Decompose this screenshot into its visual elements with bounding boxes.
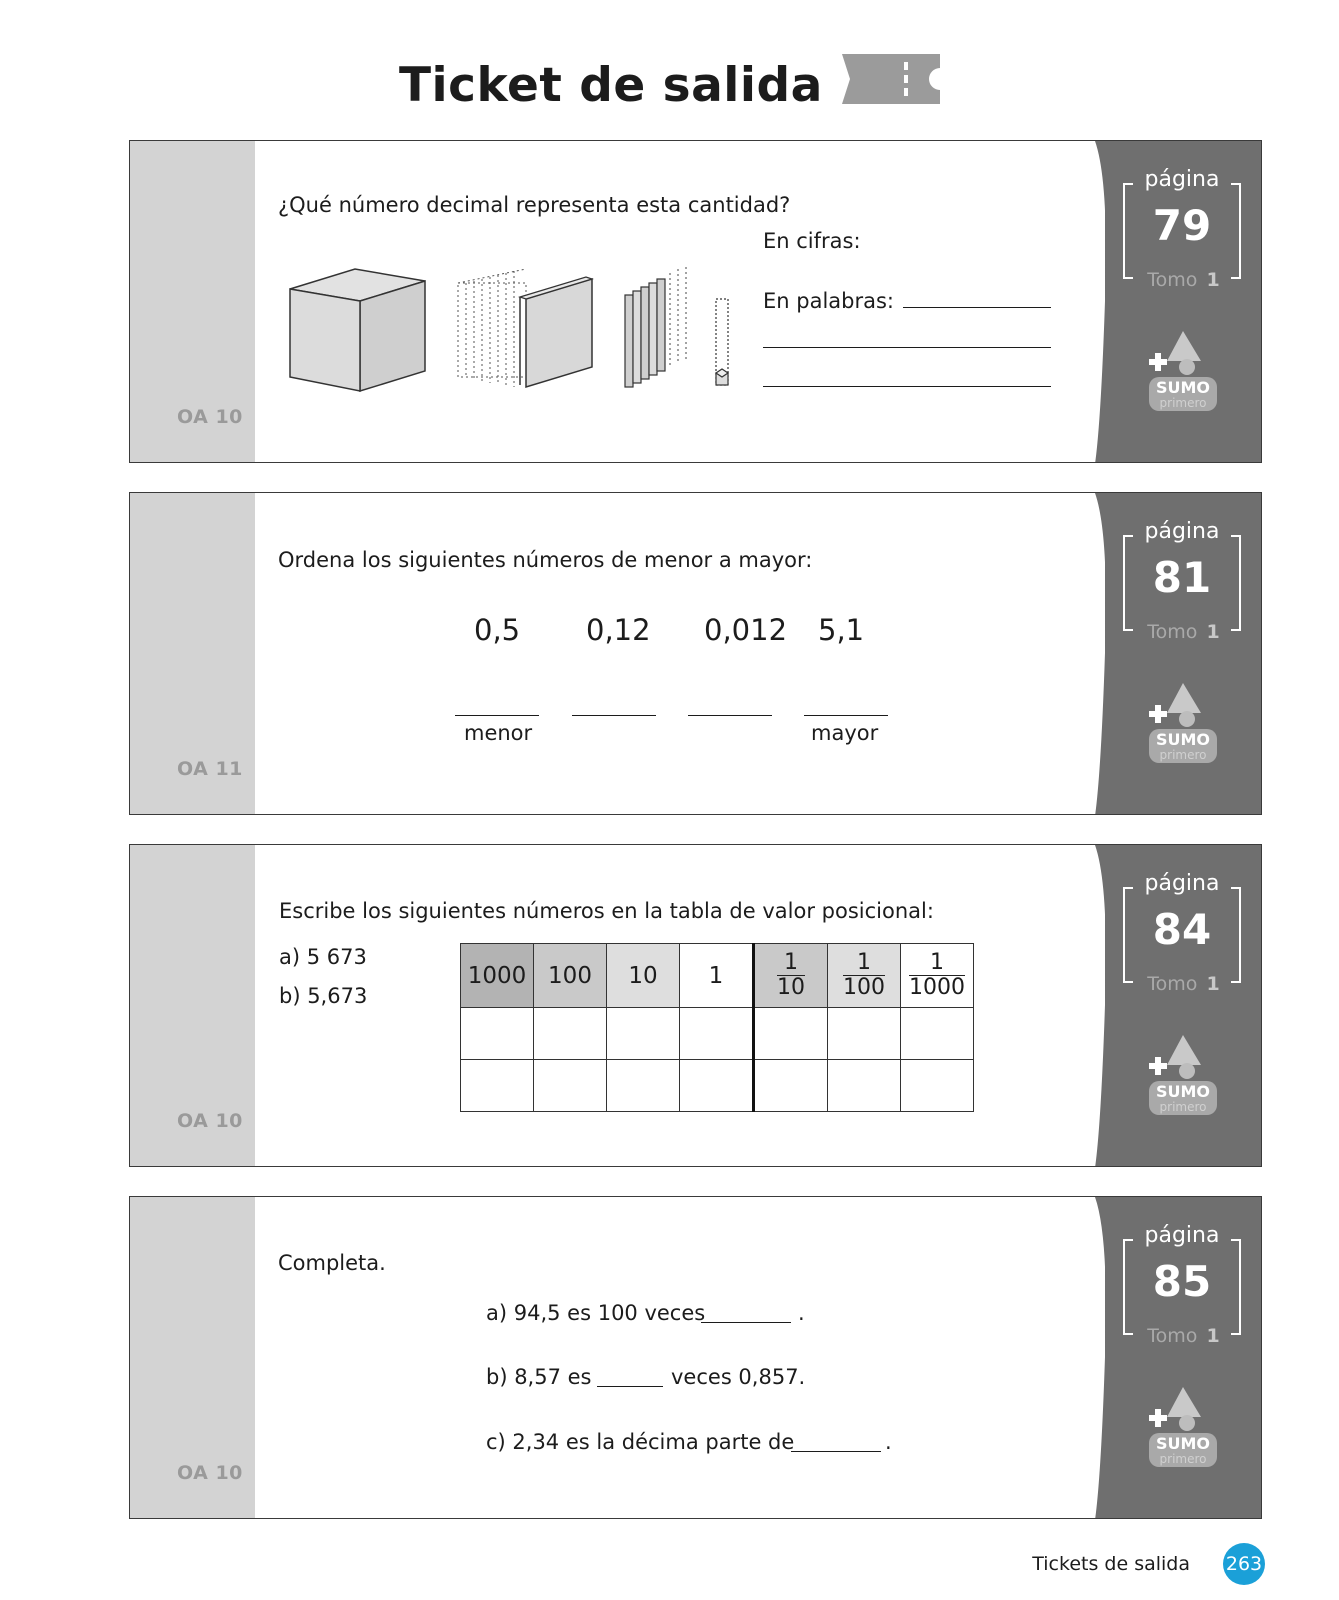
en-cifras-label: En cifras: — [763, 229, 861, 253]
page-number: 85 — [1152, 1257, 1212, 1306]
statement-b: b) 8,57 es — [486, 1365, 592, 1389]
svg-text:primero: primero — [1159, 748, 1207, 762]
statement-c: c) 2,34 es la décima parte de — [486, 1430, 795, 1454]
table-cell[interactable] — [680, 1008, 754, 1060]
svg-text:SUMO: SUMO — [1155, 1082, 1211, 1101]
mayor-label: mayor — [811, 721, 879, 745]
header-tenths: $\frac{1}{10}$ — [754, 944, 828, 1008]
question-text: Escribe los siguientes números en la tabla de valor posicional: — [279, 899, 934, 923]
ticket-card-1 — [129, 140, 1262, 463]
ticket-icon — [840, 54, 940, 104]
answer-line[interactable] — [763, 347, 1051, 348]
table-cell[interactable] — [754, 1008, 828, 1060]
tomo-number: 1 — [1206, 973, 1220, 995]
tomo-number: 1 — [1206, 621, 1220, 643]
svg-text:primero: primero — [1159, 1100, 1207, 1114]
answer-line[interactable] — [455, 715, 539, 716]
sumo-primero-logo — [1143, 1033, 1223, 1123]
hundred-flats-icon — [458, 269, 592, 387]
oa-label: OA 10 — [177, 406, 243, 428]
title-area — [0, 58, 1339, 113]
right-strip — [1105, 493, 1261, 814]
page-label: página — [1142, 1223, 1223, 1248]
statement-a-end: . — [798, 1301, 805, 1325]
page-number: 81 — [1152, 553, 1212, 602]
sumo-primero-logo — [1143, 681, 1223, 771]
tomo-label: Tomo — [1144, 973, 1200, 995]
page-label: página — [1142, 167, 1223, 192]
table-cell[interactable] — [534, 1008, 607, 1060]
table-cell[interactable] — [754, 1060, 828, 1112]
right-strip — [1105, 845, 1261, 1166]
header-100: 100 — [534, 944, 607, 1008]
table-cell[interactable] — [901, 1008, 974, 1060]
left-strip — [130, 845, 255, 1166]
svg-text:primero: primero — [1159, 1452, 1207, 1466]
answer-line[interactable] — [597, 1386, 663, 1387]
strip-curve — [1095, 141, 1109, 463]
ticket-card-3 — [129, 844, 1262, 1167]
item-a: a) 5 673 — [279, 945, 367, 969]
header-1: 1 — [680, 944, 754, 1008]
sumo-primero-logo — [1143, 329, 1223, 419]
page-number-badge: 263 — [1223, 1543, 1265, 1585]
ticket-card-2 — [129, 492, 1262, 815]
header-thousandths: $\frac{1}{1000}$ — [901, 944, 974, 1008]
table-cell[interactable] — [534, 1060, 607, 1112]
ticket-card-4 — [129, 1196, 1262, 1519]
header-10: 10 — [607, 944, 680, 1008]
tomo-number: 1 — [1206, 269, 1220, 291]
question-text: Completa. — [278, 1251, 386, 1275]
base-ten-blocks-illustration — [280, 259, 740, 399]
left-strip — [130, 1197, 255, 1518]
unit-rod-icon — [716, 299, 728, 385]
number-item: 0,5 — [474, 613, 521, 647]
ten-rods-icon — [625, 267, 686, 387]
svg-text:SUMO: SUMO — [1155, 730, 1211, 749]
answer-line[interactable] — [763, 386, 1051, 387]
header-1000: 1000 — [461, 944, 534, 1008]
left-strip — [130, 493, 255, 814]
question-text: ¿Qué número decimal representa esta cantidad? — [278, 193, 791, 217]
oa-label: OA 11 — [177, 758, 243, 780]
answer-line[interactable] — [791, 1451, 881, 1452]
question-text: Ordena los siguientes números de menor a mayor: — [278, 548, 813, 572]
table-cell[interactable] — [680, 1060, 754, 1112]
number-item: 0,12 — [586, 613, 651, 647]
page-reference — [1123, 871, 1241, 995]
tomo-number: 1 — [1206, 1325, 1220, 1347]
oa-label: OA 10 — [177, 1110, 243, 1132]
table-cell[interactable] — [828, 1060, 901, 1112]
page-number: 84 — [1152, 905, 1212, 954]
answer-line[interactable] — [804, 715, 888, 716]
item-b: b) 5,673 — [279, 984, 368, 1008]
number-item: 5,1 — [818, 613, 865, 647]
answer-line[interactable] — [572, 715, 656, 716]
page-reference — [1123, 519, 1241, 643]
strip-curve — [1095, 845, 1109, 1167]
page-label: página — [1142, 871, 1223, 896]
page-label: página — [1142, 519, 1223, 544]
svg-text:SUMO: SUMO — [1155, 378, 1211, 397]
statement-a: a) 94,5 es 100 veces — [486, 1301, 706, 1325]
left-strip — [130, 141, 255, 462]
sumo-primero-logo — [1143, 1385, 1223, 1475]
right-strip — [1105, 1197, 1261, 1518]
table-cell[interactable] — [607, 1060, 680, 1112]
place-value-table — [460, 943, 974, 1112]
table-cell[interactable] — [901, 1060, 974, 1112]
page-reference — [1123, 1223, 1241, 1347]
strip-curve — [1095, 1197, 1109, 1519]
table-cell[interactable] — [461, 1060, 534, 1112]
answer-line[interactable] — [903, 307, 1051, 308]
statement-c-end: . — [885, 1430, 892, 1454]
page-title: Ticket de salida — [399, 58, 823, 113]
thousand-cube-icon — [290, 269, 425, 391]
svg-text:SUMO: SUMO — [1155, 1434, 1211, 1453]
menor-label: menor — [464, 721, 533, 745]
en-palabras-label: En palabras: — [763, 289, 895, 313]
oa-label: OA 10 — [177, 1462, 243, 1484]
tomo-label: Tomo — [1144, 1325, 1200, 1347]
table-cell[interactable] — [607, 1008, 680, 1060]
tomo-label: Tomo — [1144, 269, 1200, 291]
header-hundredths: $\frac{1}{100}$ — [828, 944, 901, 1008]
svg-text:primero: primero — [1159, 396, 1207, 410]
footer-text: Tickets de salida — [1032, 1553, 1190, 1575]
statement-b-end: veces 0,857. — [671, 1365, 806, 1389]
page-reference — [1123, 167, 1241, 291]
strip-curve — [1095, 493, 1109, 815]
page-number: 79 — [1152, 201, 1212, 250]
table-cell[interactable] — [461, 1008, 534, 1060]
answer-line[interactable] — [688, 715, 772, 716]
table-cell[interactable] — [828, 1008, 901, 1060]
right-strip — [1105, 141, 1261, 462]
number-item: 0,012 — [704, 613, 788, 647]
answer-line[interactable] — [701, 1322, 791, 1323]
tomo-label: Tomo — [1144, 621, 1200, 643]
